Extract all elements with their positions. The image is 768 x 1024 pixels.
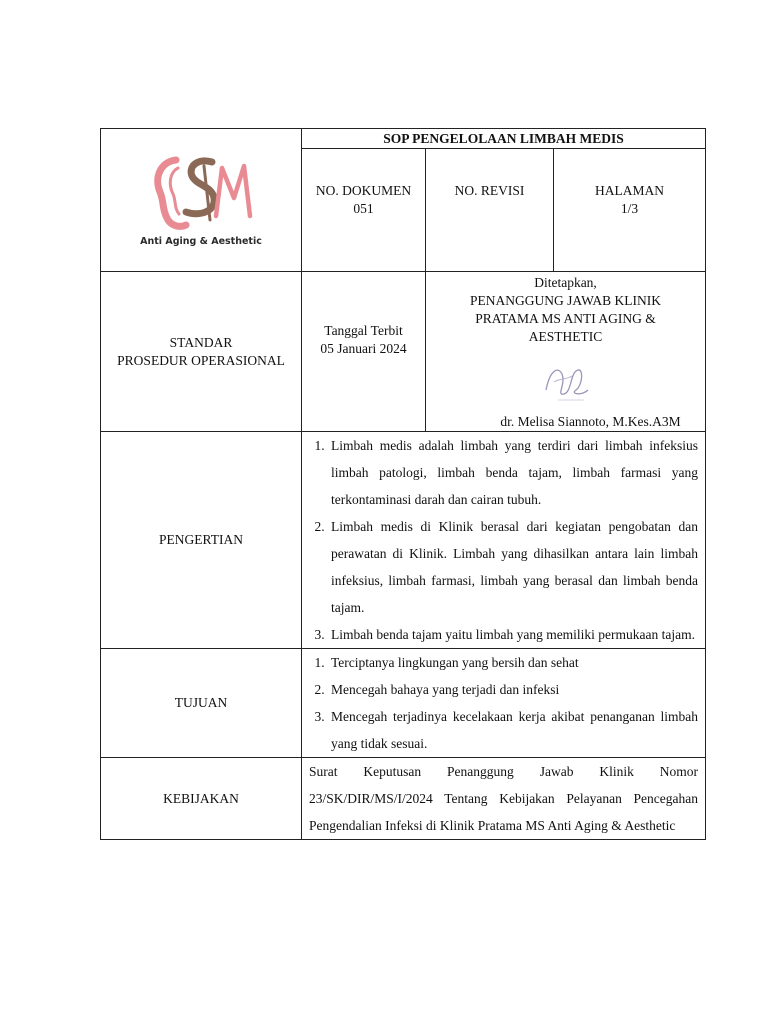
doc-number-label: NO. DOKUMEN — [315, 183, 412, 198]
revision-label: NO. REVISI — [454, 183, 525, 198]
logo-tagline: Anti Aging & Aesthetic — [140, 235, 262, 247]
issue-date-label: Tanggal Terbit — [324, 322, 403, 338]
doc-number-cell — [302, 149, 426, 272]
sop-label-line2: PROSEDUR OPERASIONAL — [117, 352, 285, 368]
issue-date-value: 05 Januari 2024 — [320, 340, 407, 356]
kebijakan-content — [302, 758, 706, 840]
logo-cell — [101, 129, 302, 272]
signature-icon — [536, 360, 596, 406]
list-item: 3. Limbah benda tajam yaitu limbah yang memiliki permukaan tajam. — [328, 621, 698, 648]
issue-date-cell — [302, 272, 426, 432]
list-item: 2. Mencegah bahaya yang terjadi dan infeksi — [328, 676, 698, 703]
document-title: SOP PENGELOLAAN LIMBAH MEDIS — [302, 129, 706, 149]
clinic-logo — [146, 154, 256, 230]
authority-text: PENANGGUNG JAWAB KLINIK PRATAMA MS ANTI AGING & AESTHETIC — [470, 293, 661, 344]
list-item: 1. Limbah medis adalah limbah yang terdiri dari limbah infeksius limbah patologi, limbah benda tajam, limbah farmasi yang terkontaminasi darah dan cairan tubuh. — [328, 432, 698, 513]
page-value: 1/3 — [620, 201, 639, 216]
sop-label-cell — [101, 272, 302, 432]
tujuan-list — [302, 649, 705, 757]
page-cell — [554, 149, 706, 272]
pengertian-content — [302, 432, 706, 649]
tujuan-label: TUJUAN — [101, 649, 302, 758]
page-label: HALAMAN — [595, 183, 664, 198]
list-item: 3. Mencegah terjadinya kecelakaan kerja akibat penanganan limbah yang tidak sesuai. — [328, 703, 698, 757]
doc-number-value: 051 — [353, 201, 374, 216]
revision-cell — [426, 149, 554, 272]
sop-table — [100, 128, 706, 840]
sop-label-line1: STANDAR — [169, 334, 233, 350]
list-item: 1. Terciptanya lingkungan yang bersih dan sehat — [328, 649, 698, 676]
list-item: 2. Limbah medis di Klinik berasal dari kegiatan pengobatan dan perawatan di Klinik. Limbah yang dihasilkan antara lain limbah infeksius, limbah farmasi, limbah yang berasal dan limbah benda tajam. — [328, 513, 698, 621]
signatory-name: dr. Melisa Siannoto, M.Kes.A3M — [500, 414, 681, 429]
pengertian-list — [302, 432, 705, 648]
pengertian-label: PENGERTIAN — [101, 432, 302, 649]
kebijakan-text: Surat Keputusan Penanggung Jawab Klinik Nomor 23/SK/DIR/MS/I/2024 Tentang Kebijakan Pelayanan Pencegahan Pengendalian Infeksi di Klinik Pratama MS Anti Aging & Aesthetic — [309, 764, 699, 833]
approval-cell — [426, 272, 706, 432]
established-label: Ditetapkan, — [534, 275, 597, 290]
kebijakan-label: KEBIJAKAN — [101, 758, 302, 840]
tujuan-content — [302, 649, 706, 758]
